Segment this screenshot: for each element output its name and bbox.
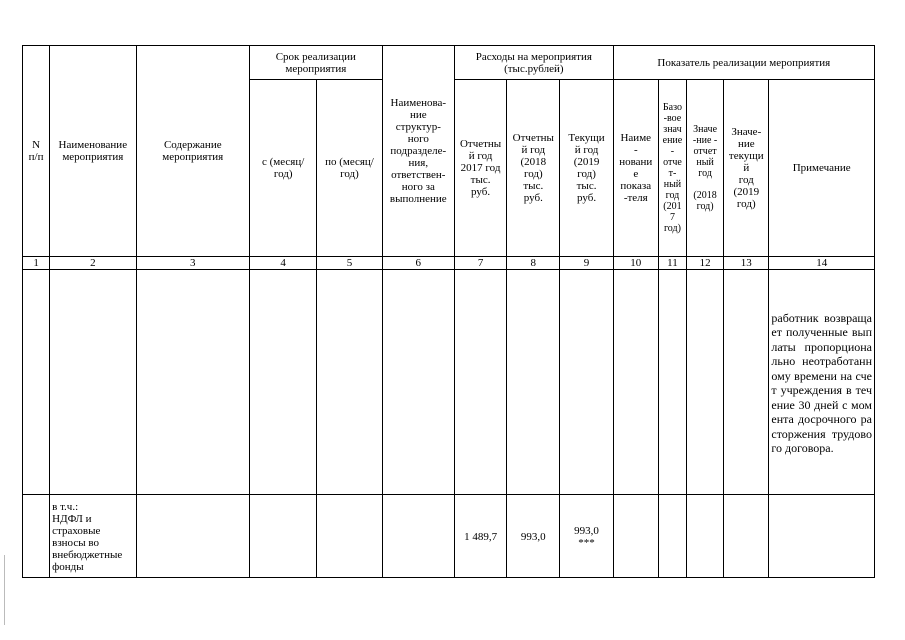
row-note: работник возвращает полученные выплаты пропорционально неотработанному времени на счет учреждения в течение 30 дней с момента досрочного расторжения трудового договора. <box>769 270 875 495</box>
table-cell <box>687 495 724 578</box>
header-indicator-2019: Значе- ние текущи й год (2019 год) <box>724 80 769 257</box>
column-number: 5 <box>317 257 382 270</box>
table-cell <box>658 495 686 578</box>
column-number: 7 <box>454 257 506 270</box>
table-row <box>23 270 875 495</box>
table-cell <box>382 495 454 578</box>
header-term-from: с (месяц/ год) <box>250 80 317 257</box>
header-content: Содержание мероприятия <box>136 46 250 257</box>
scan-margin-line <box>4 555 5 625</box>
header-indicator-name: Наиме - новани е показа -теля <box>613 80 658 257</box>
column-number: 3 <box>136 257 250 270</box>
table-cell <box>136 495 250 578</box>
header-cost-2018: Отчетны й год (2018 год) тыс. руб. <box>507 80 560 257</box>
table-cell <box>724 495 769 578</box>
column-number: 13 <box>724 257 769 270</box>
header-indicator-2018: Значе -ние - отчет ный год (2018 год) <box>687 80 724 257</box>
table-cell <box>507 270 560 495</box>
header-costs-group: Расходы на мероприятия (тыс.рублей) <box>454 46 613 80</box>
row-cost-2019: 993,0 *** <box>560 495 613 578</box>
column-number: 11 <box>658 257 686 270</box>
column-number: 2 <box>50 257 136 270</box>
table-cell <box>317 495 382 578</box>
table-cell <box>317 270 382 495</box>
table-cell <box>50 270 136 495</box>
header-name: Наименование мероприятия <box>50 46 136 257</box>
column-number: 6 <box>382 257 454 270</box>
header-cost-2017: Отчетны й год 2017 год тыс. руб. <box>454 80 506 257</box>
header-row-1 <box>23 46 875 80</box>
header-indicator-group: Показатель реализации мероприятия <box>613 46 874 80</box>
column-number: 10 <box>613 257 658 270</box>
table-cell <box>250 270 317 495</box>
row-cost-2018: 993,0 <box>507 495 560 578</box>
table-cell <box>560 270 613 495</box>
table-cell <box>454 270 506 495</box>
header-term-group: Срок реализации мероприятия <box>250 46 383 80</box>
table-cell <box>23 270 50 495</box>
column-number: 14 <box>769 257 875 270</box>
header-term-to: по (месяц/ год) <box>317 80 382 257</box>
header-cost-2019: Текущи й год (2019 год) тыс. руб. <box>560 80 613 257</box>
header-unit: Наименова- ние структур- ного подразделе- ния, ответствен- ного за выполнение <box>382 46 454 257</box>
row-name: в т.ч.: НДФЛ и страховые взносы во внебюджетные фонды <box>50 495 136 578</box>
table-cell <box>658 270 686 495</box>
column-number: 8 <box>507 257 560 270</box>
table-cell <box>23 495 50 578</box>
header-num: N п/п <box>23 46 50 257</box>
column-number: 9 <box>560 257 613 270</box>
column-number-row <box>23 257 875 270</box>
table-cell <box>250 495 317 578</box>
header-note: Примечание <box>769 80 875 257</box>
column-number: 1 <box>23 257 50 270</box>
table-cell <box>613 495 658 578</box>
header-indicator-base: Базо -вое знач ение - отче т- ный год (201 7 год) <box>658 80 686 257</box>
column-number: 4 <box>250 257 317 270</box>
table-cell <box>687 270 724 495</box>
table-cell <box>724 270 769 495</box>
table-cell <box>613 270 658 495</box>
table-row <box>23 495 875 578</box>
table-cell <box>769 495 875 578</box>
column-number: 12 <box>687 257 724 270</box>
table-cell <box>136 270 250 495</box>
measures-table <box>22 45 875 578</box>
table-cell <box>382 270 454 495</box>
row-cost-2017: 1 489,7 <box>454 495 506 578</box>
